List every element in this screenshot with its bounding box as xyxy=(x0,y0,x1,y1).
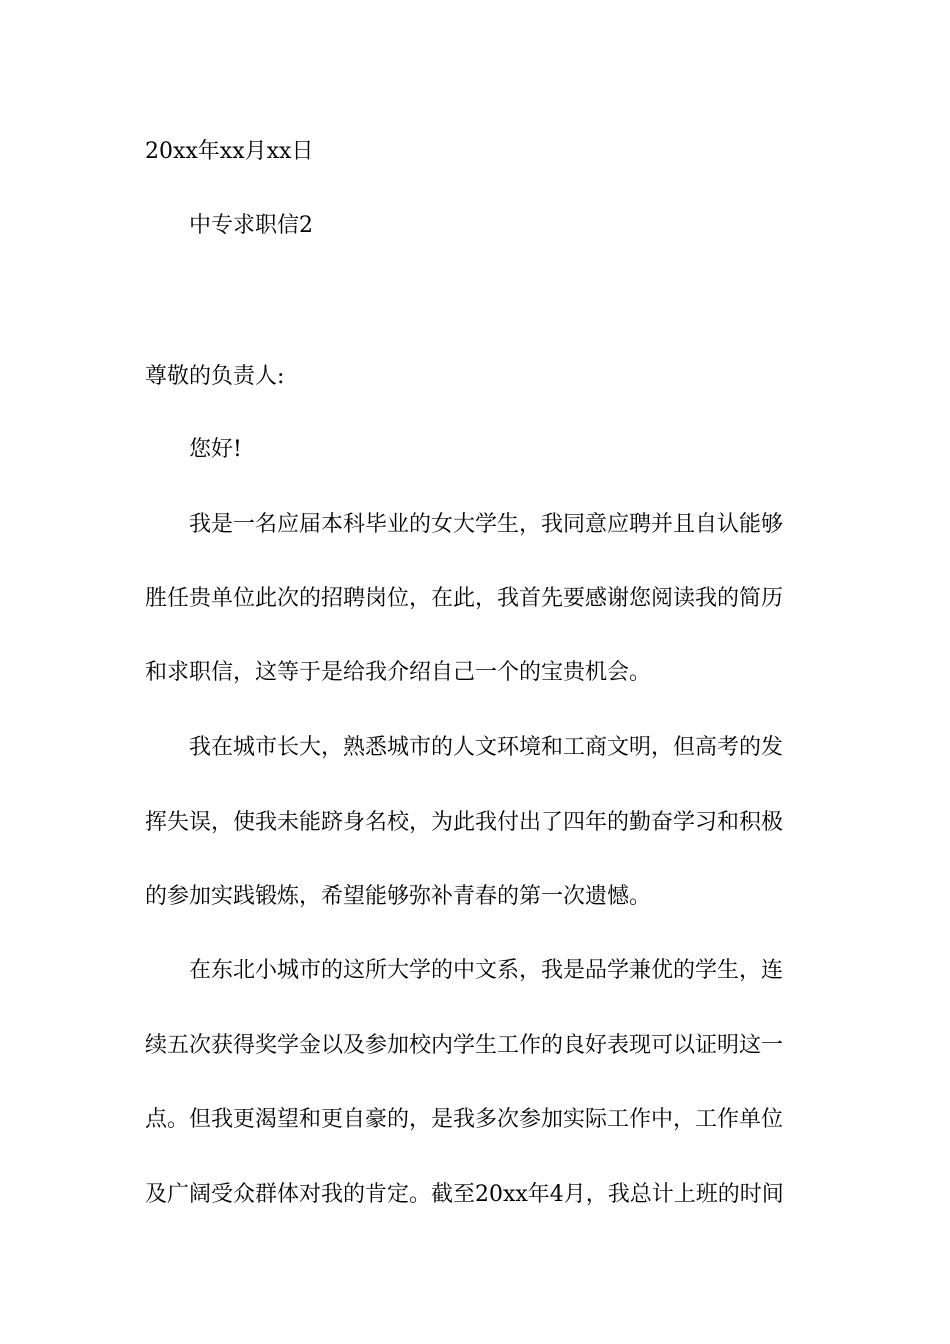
paragraph-line: 续五次获得奖学金以及参加校内学生工作的良好表现可以证明这一 xyxy=(145,1033,784,1058)
paragraph-line: 及广阔受众群体对我的肯定。截至20xx年4月，我总计上班的时间 xyxy=(145,1182,784,1207)
paragraph-line: 我是一名应届本科毕业的女大学生，我同意应聘并且自认能够 xyxy=(189,512,784,537)
greeting: 您好! xyxy=(189,437,242,462)
paragraph-line: 的参加实践锻炼，希望能够弥补青春的第一次遗憾。 xyxy=(145,884,652,909)
paragraph-line: 点。但我更渴望和更自豪的，是我多次参加实际工作中，工作单位 xyxy=(145,1107,784,1132)
paragraph-line: 在东北小城市的这所大学的中文系，我是品学兼优的学生，连 xyxy=(189,958,784,983)
date-line: 20xx年xx月xx日 xyxy=(145,139,314,164)
paragraph-line: 胜任贵单位此次的招聘岗位，在此，我首先要感谢您阅读我的简历 xyxy=(145,586,784,611)
paragraph-line: 我在城市长大，熟悉城市的人文环境和工商文明，但高考的发 xyxy=(189,735,784,760)
paragraph-line: 挥失误，使我未能跻身名校，为此我付出了四年的勤奋学习和积极 xyxy=(145,810,784,835)
paragraph-line: 和求职信，这等于是给我介绍自己一个的宝贵机会。 xyxy=(145,660,652,685)
letter-heading: 中专求职信2 xyxy=(189,213,313,238)
salutation: 尊敬的负责人: xyxy=(145,364,285,389)
